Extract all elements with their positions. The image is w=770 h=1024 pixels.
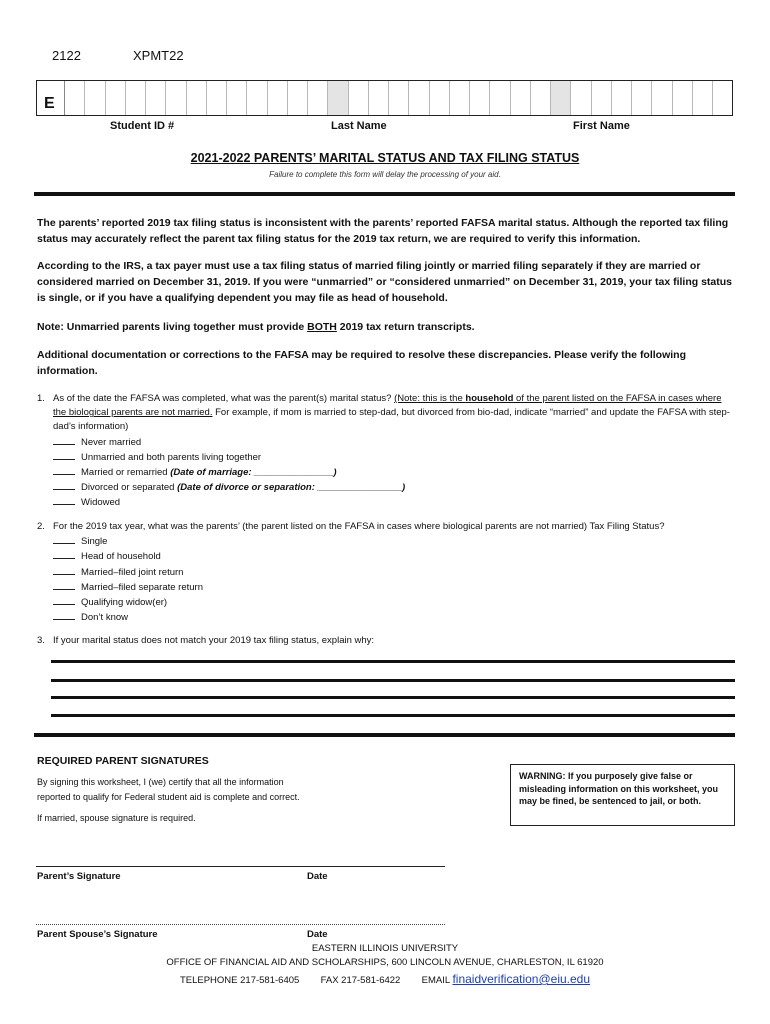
tax-option-dont-know[interactable] bbox=[53, 610, 737, 625]
question-3-text: If your marital status does not match your 2019 tax filing status, explain why: bbox=[53, 635, 375, 646]
question-1-note-c: of the parent listed on the FAFSA in cases where the biological parents are not married. bbox=[53, 393, 722, 419]
option-label: Single bbox=[81, 536, 108, 548]
character-box[interactable] bbox=[531, 81, 551, 115]
character-box[interactable] bbox=[247, 81, 267, 115]
option-label: Married–filed joint return bbox=[81, 566, 184, 578]
explanation-line-2[interactable] bbox=[51, 679, 735, 682]
form-subtitle: Failure to complete this form will delay the processing of your aid. bbox=[269, 170, 501, 179]
student-id-prefix: E bbox=[44, 95, 55, 112]
spouse-signature-line[interactable] bbox=[36, 924, 445, 926]
question-2-body bbox=[53, 520, 737, 625]
option-blank[interactable] bbox=[53, 495, 75, 505]
last-name-label: Last Name bbox=[331, 120, 387, 132]
signatures-heading: REQUIRED PARENT SIGNATURES bbox=[37, 755, 209, 767]
option-label: Unmarried and both parents living together bbox=[81, 451, 262, 463]
footer-contact bbox=[0, 972, 770, 986]
note-emphasis: BOTH bbox=[307, 321, 337, 333]
character-box[interactable] bbox=[450, 81, 470, 115]
marital-option-divorced[interactable] bbox=[53, 480, 737, 495]
option-blank[interactable] bbox=[53, 465, 75, 475]
option-label: Divorced or separated bbox=[81, 482, 178, 494]
spouse-note: If married, spouse signature is required. bbox=[37, 813, 196, 823]
footer-telephone: TELEPHONE 217-581-6405 bbox=[179, 975, 300, 986]
character-box[interactable] bbox=[490, 81, 510, 115]
explanation-line-1[interactable] bbox=[51, 660, 735, 663]
marital-option-married[interactable] bbox=[53, 465, 737, 480]
character-box[interactable] bbox=[349, 81, 369, 115]
form-title: 2021-2022 PARENTS’ MARITAL STATUS AND TAX FILING STATUS bbox=[190, 151, 580, 165]
character-box[interactable] bbox=[166, 81, 186, 115]
tax-option-head-of-household[interactable] bbox=[53, 549, 737, 564]
question-3 bbox=[37, 634, 737, 650]
character-box[interactable] bbox=[389, 81, 409, 115]
character-box[interactable] bbox=[65, 81, 85, 115]
footer-fax: FAX 217-581-6422 bbox=[320, 975, 401, 986]
spouse-signature-label: Parent Spouse’s Signature bbox=[37, 929, 158, 940]
character-box[interactable] bbox=[288, 81, 308, 115]
irs-paragraph: According to the IRS, a tax payer must use a tax filing status of married filing jointly or married filing separately if they are married or considered married on December 31, 2019. If you were “unmarried” or “considered unmarried” on December 31, 2019, your tax filing status is single, or if you have a qualifying dependent you may file as head of household. bbox=[37, 260, 732, 304]
note-text-end: 2019 tax return transcripts. bbox=[336, 321, 475, 333]
footer-office: OFFICE OF FINANCIAL AID AND SCHOLARSHIPS, 600 LINCOLN AVENUE, CHARLESTON, IL 61920 bbox=[166, 957, 604, 968]
character-box[interactable] bbox=[571, 81, 591, 115]
option-label: Never married bbox=[81, 436, 142, 448]
footer-university: EASTERN ILLINOIS UNIVERSITY bbox=[311, 943, 459, 954]
note-text: Note: Unmarried parents living together must provide bbox=[37, 321, 308, 333]
certify-line-1: By signing this worksheet, I (we) certify that all the information bbox=[37, 777, 284, 787]
name-id-boxes bbox=[36, 80, 733, 116]
option-blank[interactable] bbox=[53, 565, 75, 575]
tax-option-separate[interactable] bbox=[53, 580, 737, 595]
character-box[interactable] bbox=[106, 81, 126, 115]
question-2 bbox=[37, 520, 737, 624]
character-box[interactable] bbox=[652, 81, 672, 115]
question-1-body bbox=[53, 392, 737, 511]
character-box[interactable] bbox=[126, 81, 146, 115]
character-box[interactable] bbox=[430, 81, 450, 115]
character-box[interactable] bbox=[308, 81, 328, 115]
separator-box bbox=[551, 81, 571, 115]
form-id: XPMT22 bbox=[133, 48, 184, 63]
marital-option-widowed[interactable] bbox=[53, 495, 737, 510]
character-box[interactable] bbox=[207, 81, 227, 115]
explanation-line-4[interactable] bbox=[51, 714, 735, 717]
character-box[interactable] bbox=[85, 81, 105, 115]
tax-option-single[interactable] bbox=[53, 534, 737, 549]
character-box[interactable] bbox=[713, 81, 732, 115]
question-1-number: 1. bbox=[37, 393, 45, 404]
option-blank[interactable] bbox=[53, 595, 75, 605]
option-label: Widowed bbox=[81, 497, 121, 509]
form-code: 2122 bbox=[52, 48, 81, 63]
question-2-number: 2. bbox=[37, 521, 45, 532]
question-3-number: 3. bbox=[37, 635, 45, 646]
student-id-prefix-box bbox=[37, 81, 65, 115]
option-blank[interactable] bbox=[53, 610, 75, 620]
divorce-date-field[interactable]: (Date of divorce or separation: ________________) bbox=[177, 482, 406, 494]
option-label: Head of household bbox=[81, 551, 161, 563]
question-2-text: For the 2019 tax year, what was the parents’ (the parent listed on the FAFSA in cases where biological parents are not married) Tax Filing Status? bbox=[53, 521, 665, 532]
parent-signature-label: Parent’s Signature bbox=[37, 871, 121, 882]
intro-paragraph: The parents’ reported 2019 tax filing status is inconsistent with the parents’ reported FAFSA marital status. Although the reported tax filing status may accurately reflect the parent tax filing status for the 2019 tax return, we are required to verify this information. bbox=[37, 217, 729, 245]
question-1-text: As of the date the FAFSA was completed, what was the parent(s) marital status? bbox=[53, 393, 395, 404]
character-box[interactable] bbox=[369, 81, 389, 115]
character-box[interactable] bbox=[146, 81, 166, 115]
marriage-date-field[interactable]: (Date of marriage: _______________) bbox=[170, 467, 337, 479]
character-box[interactable] bbox=[612, 81, 632, 115]
footer-email-link[interactable]: finaidverification@eiu.edu bbox=[452, 972, 591, 986]
separator-box bbox=[328, 81, 348, 115]
option-blank[interactable] bbox=[53, 534, 75, 544]
tax-option-joint[interactable] bbox=[53, 565, 737, 580]
character-box[interactable] bbox=[693, 81, 713, 115]
option-blank[interactable] bbox=[53, 450, 75, 460]
option-label: Qualifying widow(er) bbox=[81, 597, 168, 609]
title-divider bbox=[34, 192, 735, 196]
option-blank[interactable] bbox=[53, 435, 75, 445]
footer-email-label: EMAIL bbox=[421, 975, 450, 986]
question-1-note-household: household bbox=[465, 393, 514, 404]
character-box[interactable] bbox=[409, 81, 429, 115]
marital-option-unmarried-together[interactable] bbox=[53, 450, 737, 465]
explanation-line-3[interactable] bbox=[51, 696, 735, 699]
character-box[interactable] bbox=[227, 81, 247, 115]
parent-signature-line[interactable] bbox=[36, 866, 445, 867]
note-paragraph bbox=[37, 319, 737, 335]
student-id-label: Student ID # bbox=[110, 120, 175, 132]
option-blank[interactable] bbox=[53, 480, 75, 490]
option-label: Married or remarried bbox=[81, 467, 171, 479]
character-box[interactable] bbox=[268, 81, 288, 115]
character-box[interactable] bbox=[632, 81, 652, 115]
character-box[interactable] bbox=[470, 81, 490, 115]
certify-line-2: reported to qualify for Federal student aid is complete and correct. bbox=[37, 792, 300, 802]
option-label: Don’t know bbox=[81, 612, 128, 624]
spouse-date-label: Date bbox=[307, 929, 328, 940]
character-box[interactable] bbox=[511, 81, 531, 115]
parent-date-label: Date bbox=[307, 871, 328, 882]
option-label: Married–filed separate return bbox=[81, 581, 203, 593]
question-1-example: For example, if mom is married to step-dad, but divorced from bio-dad, indicate “married” and update the FAFSA with step-dad’s information) bbox=[53, 407, 730, 433]
character-box[interactable] bbox=[592, 81, 612, 115]
question-1-note-a: (Note: this is the bbox=[394, 393, 466, 404]
option-blank[interactable] bbox=[53, 549, 75, 559]
option-blank[interactable] bbox=[53, 580, 75, 590]
character-box[interactable] bbox=[187, 81, 207, 115]
warning-box: WARNING: If you purposely give false or misleading information on this worksheet, you may be fined, be sentenced to jail, or both. bbox=[510, 764, 735, 826]
question-1 bbox=[37, 392, 737, 512]
documentation-paragraph: Additional documentation or corrections to the FAFSA may be required to resolve these discrepancies. Please verify the following information. bbox=[37, 349, 687, 377]
tax-option-widow[interactable] bbox=[53, 595, 737, 610]
section-divider bbox=[34, 733, 735, 737]
marital-option-never[interactable] bbox=[53, 435, 737, 450]
first-name-label: First Name bbox=[573, 120, 630, 132]
character-box[interactable] bbox=[673, 81, 693, 115]
